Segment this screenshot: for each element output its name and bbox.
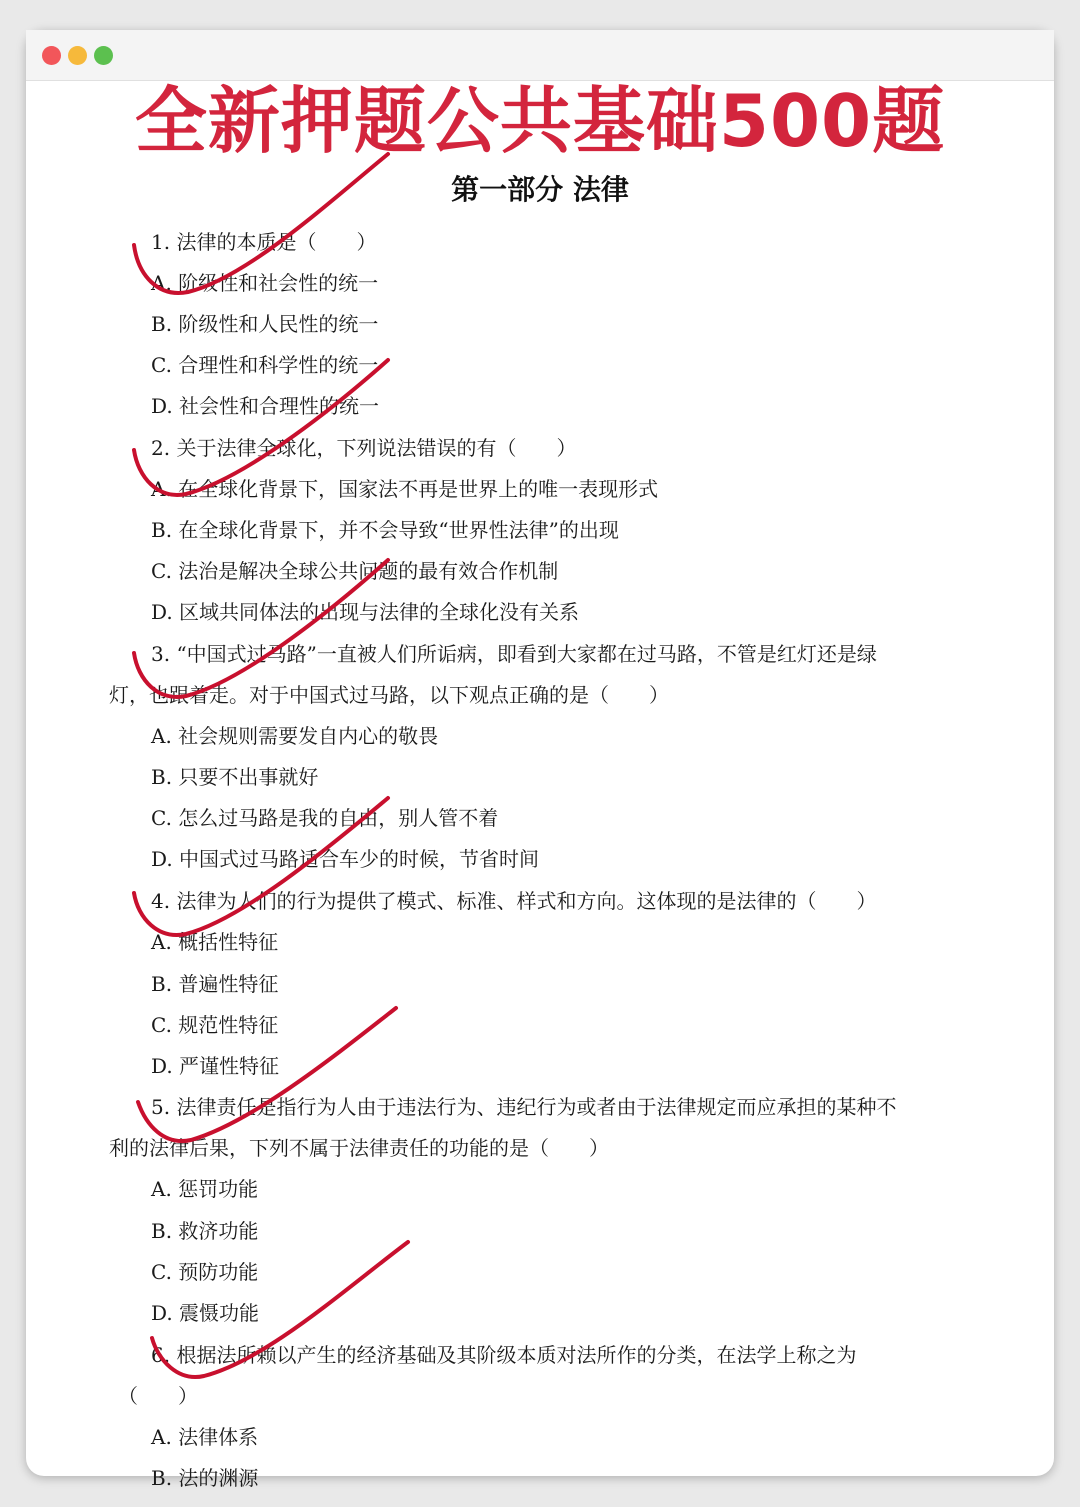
question-list [26,30,1054,1490]
option-b: B. 救济功能 [151,1219,259,1243]
option-c: C. 怎么过马路是我的自由，别人管不着 [151,806,499,830]
option-b: B. 法的渊源 [151,1466,259,1490]
question-stem: 5. 法律责任是指行为人由于违法行为、违纪行为或者由于法律规定而应承担的某种不 [151,1095,897,1119]
question-stem: 1. 法律的本质是（ ） [151,230,377,254]
option-c: C. 法治是解决全球公共问题的最有效合作机制 [151,559,559,583]
option-a: A. 社会规则需要发自内心的敬畏 [151,724,439,748]
question-stem: 3. “中国式过马路”一直被人们所诟病，即看到大家都在过马路，不管是红灯还是绿 [151,642,877,666]
option-d: D. 中国式过马路适合车少的时候，节省时间 [151,847,540,871]
option-a: A. 惩罚功能 [151,1177,259,1201]
question-stem-continued: 利的法律后果，下列不属于法律责任的功能的是（ ） [109,1136,609,1160]
option-b: B. 只要不出事就好 [151,765,319,789]
option-d: D. 社会性和合理性的统一 [151,394,380,418]
option-c: C. 规范性特征 [151,1013,279,1037]
banner-title: 全新押题公共基础500题 [134,79,946,163]
option-a: A. 法律体系 [151,1425,259,1449]
option-a: A. 在全球化背景下，国家法不再是世界上的唯一表现形式 [151,477,659,501]
question-stem-continued: 灯，也跟着走。对于中国式过马路，以下观点正确的是（ ） [109,683,669,707]
option-d: D. 严谨性特征 [151,1054,280,1078]
option-d: D. 震慑功能 [151,1301,260,1325]
section-title: 第一部分 法律 [451,173,629,206]
option-c: C. 合理性和科学性的统一 [151,353,379,377]
question-stem: 2. 关于法律全球化，下列说法错误的有（ ） [151,436,577,460]
option-b: B. 普遍性特征 [151,972,279,996]
option-b: B. 阶级性和人民性的统一 [151,312,379,336]
question-stem: 6. 根据法所赖以产生的经济基础及其阶级本质对法所作的分类，在法学上称之为 [151,1343,857,1367]
option-c: C. 预防功能 [151,1260,259,1284]
document-window [26,30,1054,1490]
option-a: A. 概括性特征 [151,930,279,954]
option-d: D. 区域共同体法的出现与法律的全球化没有关系 [151,600,580,624]
question-stem-continued: （ ） [118,1384,198,1408]
option-b: B. 在全球化背景下，并不会导致“世界性法律”的出现 [151,518,619,542]
question-stem: 4. 法律为人们的行为提供了模式、标准、样式和方向。这体现的是法律的（ ） [151,889,877,913]
option-a: A. 阶级性和社会性的统一 [151,271,379,295]
